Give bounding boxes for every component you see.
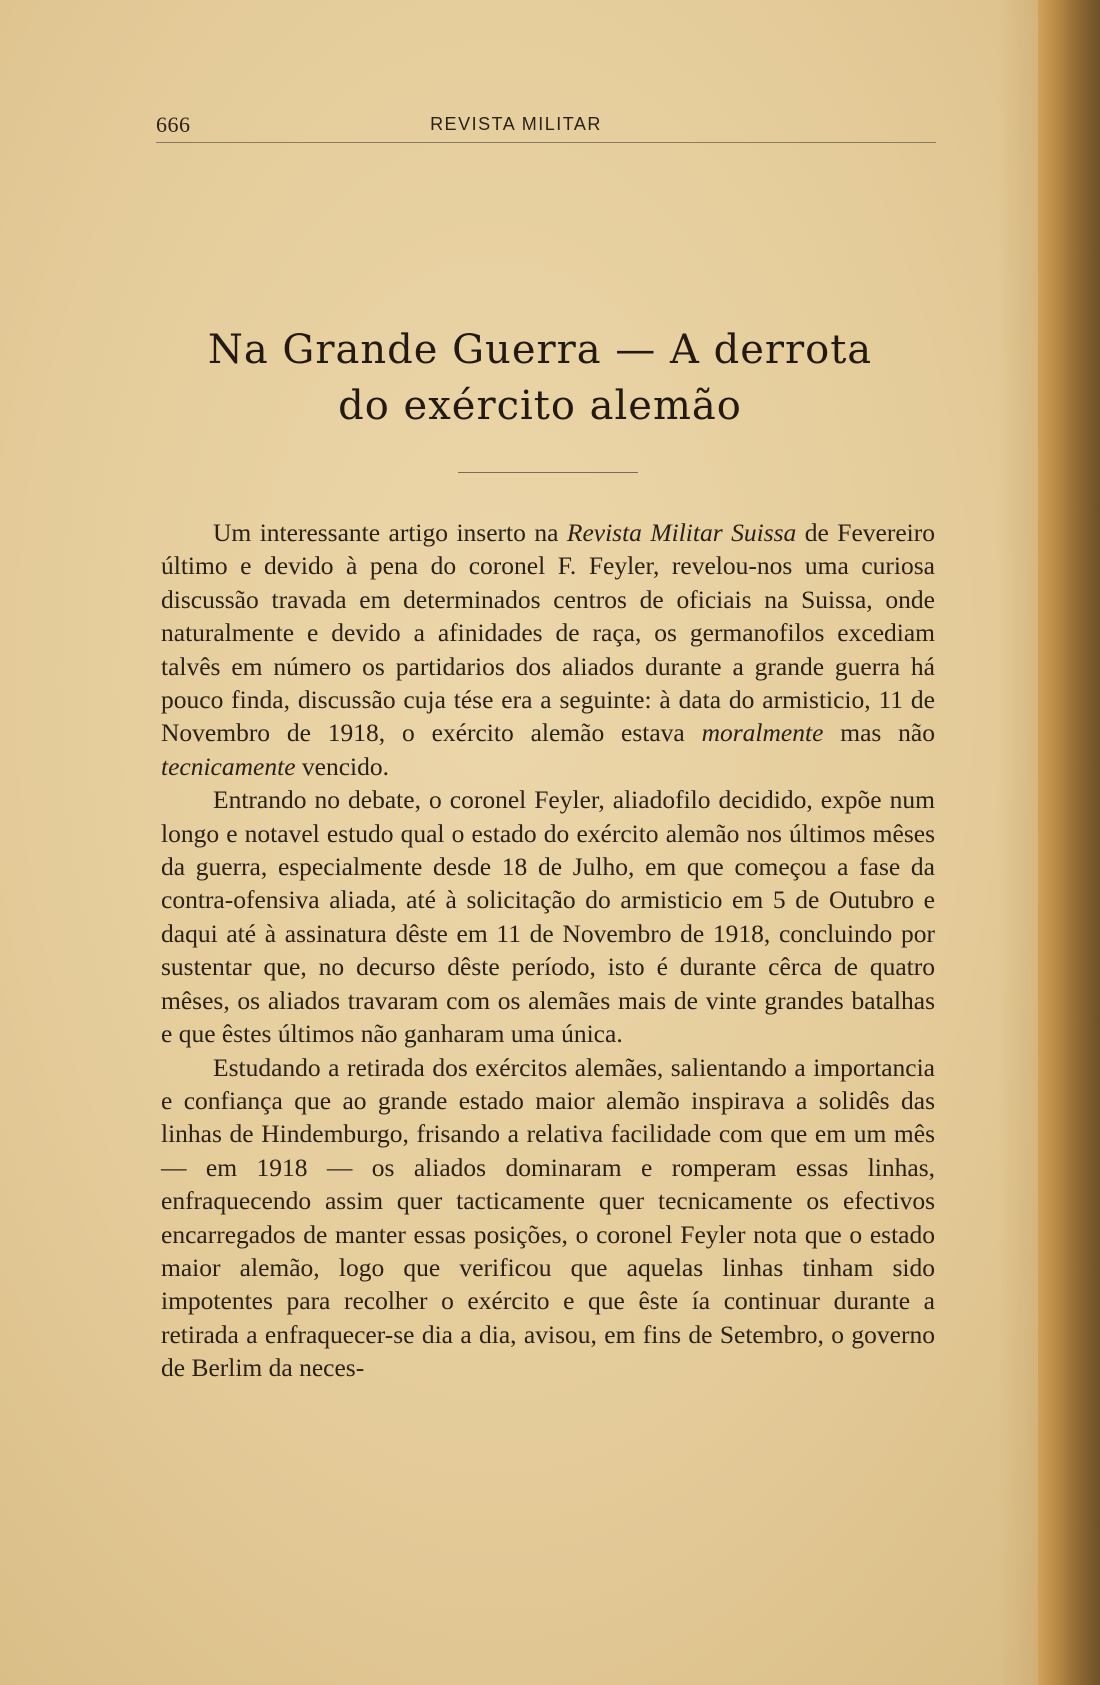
emphasis-moralmente: moralmente — [701, 718, 824, 748]
paragraph-1 — [161, 516, 935, 783]
paragraph-1-text-b: de Fevereiro último e devido à pena do coronel F. Feyler, revelou-nos uma curiosa discussão travada em determinados centros de oficiais na Suissa, onde naturalmente e devido a afinidades de raça, os germanofilos excediam talvês em número os partidarios dos aliados durante a grande guerra há pouco finda, discussão cuja tése era a seguinte: à data do armisticio, 11 de Novembro de 1918, o exército alemão estava — [161, 518, 935, 748]
journal-reference: Revista Militar Suissa — [566, 518, 797, 547]
page-number: 666 — [156, 112, 191, 137]
running-header — [156, 112, 936, 143]
journal-name: REVISTA MILITAR — [430, 114, 602, 134]
paragraph-3: Estudando a retirada dos exércitos alemães, salientando a importancia e confiança que ao grande estado maior alemão inspirava a solidês das linhas de Hindemburgo, frisando a relativa facilidade com que em um mês — em 1918 — os aliados dominaram e romperam essas linhas, enfraquecendo assim quer tacticamente quer tecnicamente os efectivos encarregados de manter essas posições, o coronel Feyler nota que o estado maior alemão, logo que verificou que aquelas linhas tinham sido impotentes para recolher o exército e que êste ía continuar durante a retirada a enfraquecer-se dia a dia, avisou, em fins de Setembro, o governo de Berlim da neces- — [161, 1052, 935, 1383]
article-title-line-1: Na Grande Guerra — A derrota — [207, 327, 873, 373]
article-body — [161, 516, 935, 1385]
paragraph-2: Entrando no debate, o coronel Feyler, aliadofilo decidido, expõe num longo e notavel estudo qual o estado do exército alemão nos últimos mêses da guerra, especialmente desde 18 de Julho, em que começou a fase da contra-ofensiva aliada, até à solicitação do armisticio em 5 de Outubro e daqui até à assinatura dêste em 11 de Novembro de 1918, concluindo por sustentar que, no decurso dêste período, isto é durante cêrca de quatro mêses, os aliados travaram com os alemães mais de vinte grandes batalhas e que êstes últimos não ganharam uma única. — [161, 785, 935, 1049]
emphasis-tecnicamente: tecnicamente — [161, 751, 296, 781]
paragraph-1-text-a: Um interessante artigo inserto na — [213, 518, 567, 547]
title-divider — [458, 472, 638, 473]
binding-shadow — [998, 0, 1038, 1685]
paragraph-1-text-c: mas não — [823, 718, 935, 748]
article-title-line-2: do exército alemão — [338, 383, 742, 429]
article-title — [150, 322, 930, 434]
paragraph-1-text-d: vencido. — [295, 751, 389, 781]
book-spine-edge — [1038, 0, 1100, 1685]
